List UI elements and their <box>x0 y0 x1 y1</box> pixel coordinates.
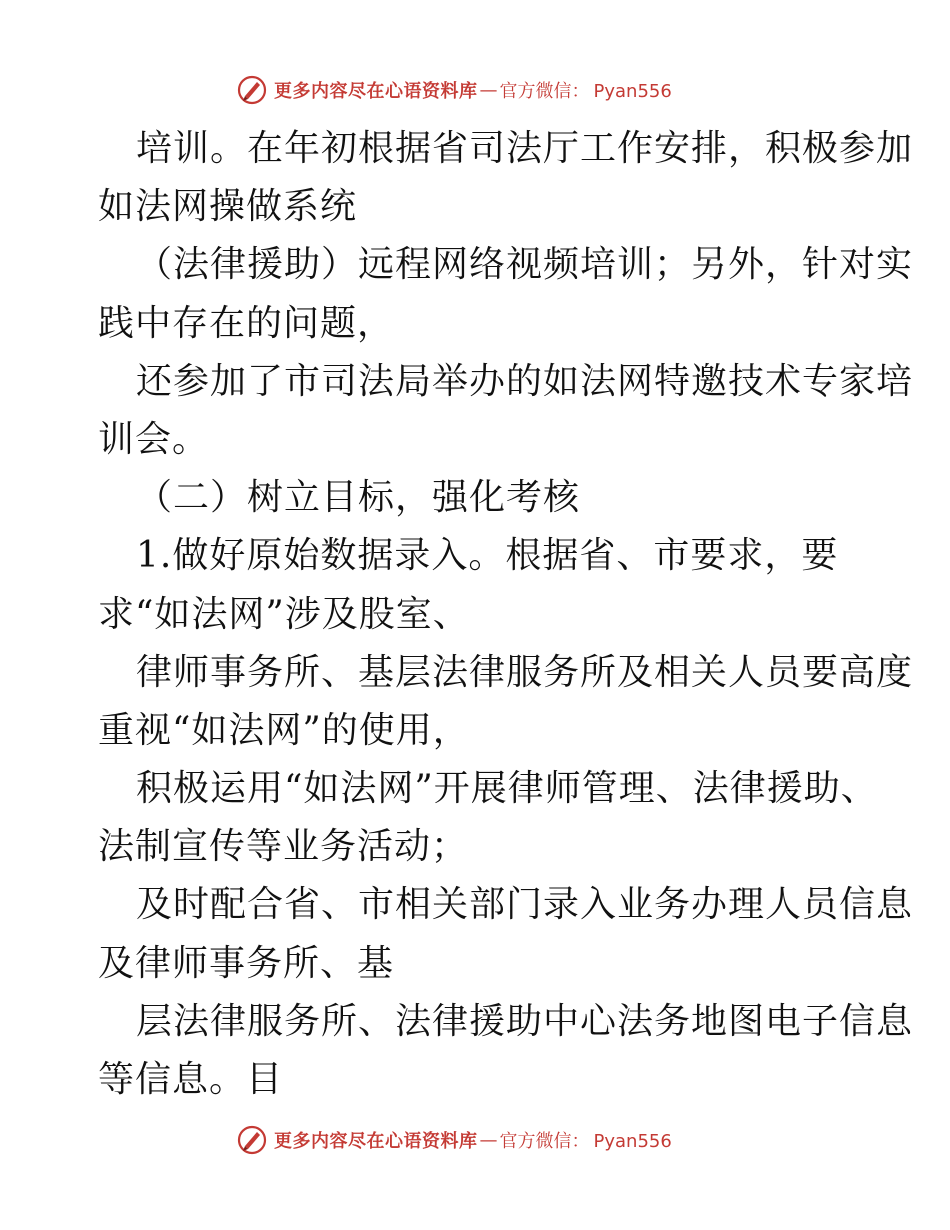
body-line: 求“如法网”涉及股室、 <box>98 593 470 635</box>
body-line: 积极运用“如法网”开展律师管理、法律援助、 <box>136 768 878 810</box>
pen-logo-icon <box>236 1124 268 1156</box>
body-line: 等信息。目 <box>98 1059 284 1100</box>
document-body <box>98 120 914 1109</box>
banner-separator: — <box>479 1129 498 1151</box>
banner-wechat <box>500 1127 672 1153</box>
banner-wechat-id: Pyan556 <box>593 1131 672 1152</box>
body-line: 还参加了市司法局举办的如法网特邀技术专家培 <box>136 360 914 402</box>
banner-wechat-label: 官方微信： <box>499 81 590 102</box>
body-line: 如法网操做系统 <box>98 186 358 228</box>
body-line: 重视“如法网”的使用， <box>98 709 470 751</box>
banner-wechat-label: 官方微信： <box>499 1131 590 1152</box>
body-line: 培训。在年初根据省司法厅工作安排，积极参加 <box>136 128 914 169</box>
banner-brand-text: 更多内容尽在心语资料库 <box>274 81 478 102</box>
body-line: 训会。 <box>98 418 210 460</box>
banner-separator: — <box>479 79 498 101</box>
body-line: 及律师事务所、基 <box>98 942 395 984</box>
banner-wechat-id: Pyan556 <box>593 81 672 102</box>
body-line: （法律援助）远程网络视频培训；另外，针对实 <box>136 244 914 286</box>
pen-logo-icon <box>236 74 268 106</box>
header-watermark-banner <box>236 70 716 110</box>
body-line: 法制宣传等业务活动； <box>98 826 469 868</box>
body-line: 践中存在的问题， <box>98 302 395 344</box>
body-line: 律师事务所、基层法律服务所及相关人员要高度 <box>136 651 914 693</box>
body-line: 1.做好原始数据录入。根据省、市要求，要 <box>136 535 839 577</box>
section-heading: （二）树立目标，强化考核 <box>136 477 581 519</box>
body-line: 及时配合省、市相关部门录入业务办理人员信息 <box>136 884 914 926</box>
banner-brand-text: 更多内容尽在心语资料库 <box>274 1131 478 1152</box>
footer-watermark-banner <box>236 1120 716 1160</box>
body-line: 层法律服务所、法律援助中心法务地图电子信息 <box>136 1000 914 1042</box>
banner-wechat <box>500 77 672 103</box>
